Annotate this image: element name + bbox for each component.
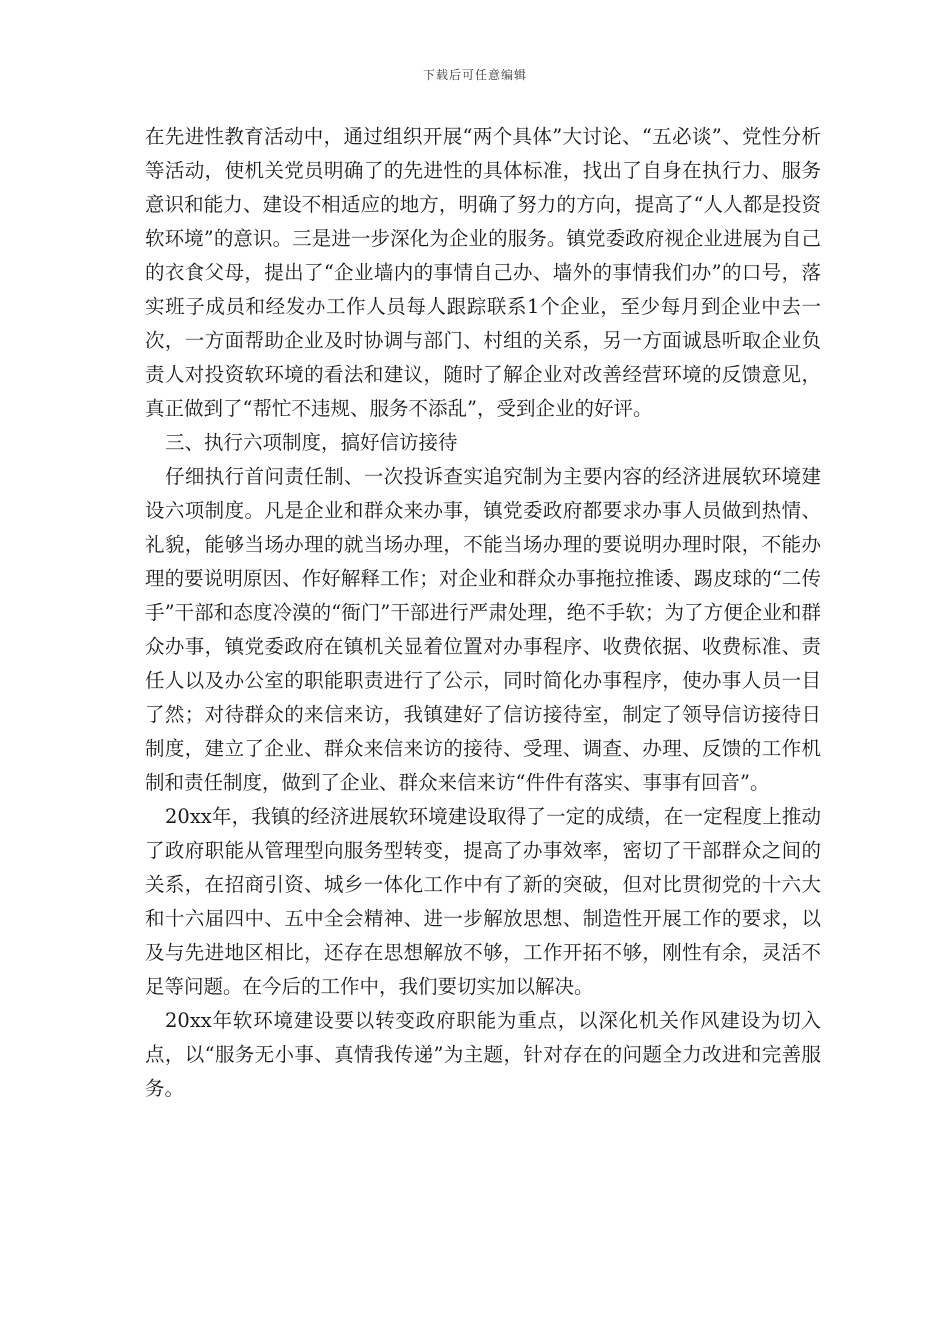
page-header-note: 下载后可任意编辑 [422, 68, 527, 82]
paragraph-achievements: 20xx年，我镇的经济进展软环境建设取得了一定的成绩，在一定程度上推动了政府职能从管理型向服务型转变，提高了办事效率，密切了干部群众之间的关系，在招商引资、城乡一体化工作中有了新的突破，但对比贯彻党的十六大和十六届四中、五中全会精神、进一步解放思想、制造性开展工作的要求，以及与先进地区相比，还存在思想解放不够，工作开拓不够，刚性有余，灵活不足等问题。在今后的工作中，我们要切实加以解决。 [145, 805, 821, 998]
section-heading-six-systems: 三、执行六项制度，搞好信访接待 [165, 431, 458, 454]
document-body [145, 120, 821, 1106]
paragraph-advanced-education: 在先进性教育活动中，通过组织开展“两个具体”大讨论、“五必谈”、党性分析等活动，使机关党员明确了的先进性的具体标准，找出了自身在执行力、服务意识和能力、建设不相适应的地方，明确了努力的方向，提高了“人人都是投资软环境”的意识。三是进一步深化为企业的服务。镇党委政府视企业进展为自己的衣食父母，提出了“企业墙内的事情自己办、墙外的事情我们办”的口号，落实班子成员和经发办工作人员每人跟踪联系1个企业，至少每月到企业中去一次，一方面帮助企业及时协调与部门、村组的关系，另一方面诚恳听取企业负责人对投资软环境的看法和建议，随时了解企业对改善经营环境的反馈意见，真正做到了“帮忙不违规、服务不添乱”，受到企业的好评。 [145, 125, 821, 420]
paragraph-next-year-plan: 20xx年软环境建设要以转变政府职能为重点，以深化机关作风建设为切入点，以“服务无小事、真情我传递”为主题，针对存在的问题全力改进和完善服务。 [145, 1009, 821, 1100]
paragraph-six-systems: 仔细执行首问责任制、一次投诉查实追究制为主要内容的经济进展软环境建设六项制度。凡是企业和群众来办事，镇党委政府都要求办事人员做到热情、礼貌，能够当场办理的就当场办理，不能当场办理的要说明办理时限，不能办理的要说明原因、作好解释工作；对企业和群众办事拖拉推诿、踢皮球的“二传手”干部和态度冷漠的“衙门”干部进行严肃处理，绝不手软；为了方便企业和群众办事，镇党委政府在镇机关显着位置对办事程序、收费依据、收费标准、责任人以及办公室的职能职责进行了公示，同时简化办事程序，使办事人员一目了然；对待群众的来信来访，我镇建好了信访接待室，制定了领导信访接待日制度，建立了企业、群众来信来访的接待、受理、调查、办理、反馈的工作机制和责任制度，做到了企业、群众来信来访“件件有落实、事事有回音”。 [145, 465, 821, 794]
